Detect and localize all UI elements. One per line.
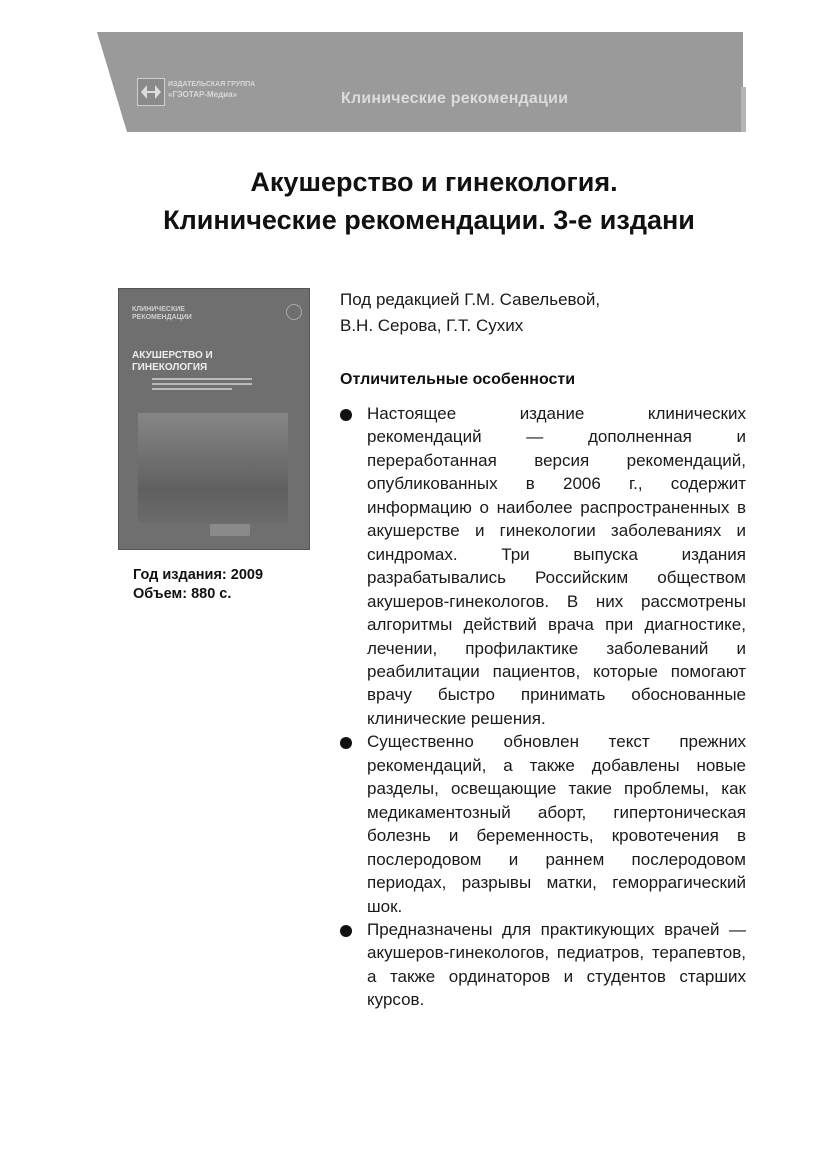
publication-meta [133, 566, 263, 604]
feature-text: Существенно обновлен текст прежних рекомендаций, а также добавлены новые разделы, освещающие такие проблемы, как медикаментозный аборт, гипертоническая болезнь и беременность, кровотечения в послеродовом и раннем послеродовом периодах, разрывы матки, геморрагический шок. [367, 732, 746, 916]
series-title: Клинические рекомендации [341, 90, 569, 107]
editors [340, 287, 600, 339]
bullet-icon [340, 737, 352, 749]
cover-publisher-logo-icon [210, 524, 250, 536]
cover-series: КЛИНИЧЕСКИЕ РЕКОМЕНДАЦИИ [132, 306, 192, 321]
feature-text: Предназначены для практикующих врачей — акушеров-гинекологов, педиатров, терапевтов, а также ординаторов и студентов старших курсов. [367, 919, 746, 1010]
features-list [338, 402, 746, 1012]
bullet-icon [340, 409, 352, 421]
cover-artwork [138, 413, 288, 523]
book-title [0, 163, 838, 239]
feature-item [338, 402, 746, 730]
publisher-logo-icon [137, 78, 165, 106]
feature-item [338, 918, 746, 1012]
header-band [97, 32, 743, 132]
publication-year: Год издания: 2009 [133, 567, 264, 583]
feature-item [338, 730, 746, 918]
page-count: Объем: 880 с. [133, 586, 232, 602]
bullet-icon [340, 925, 352, 937]
cover-emblem-icon [286, 304, 302, 320]
publisher-line2: «ГЭОТАР-Медиа» [168, 90, 238, 99]
book-cover-image [118, 288, 310, 550]
feature-text: Настоящее издание клинических рекомендаций — дополненная и переработанная версия рекомендаций, опубликованных в 2006 г., содержит информацию о наиболее распространенных в акушерстве и гинекологии заболеваниях и синдромах. Три выпуска издания разрабатывались Российским обществом акушеров-гинекологов. В них рассмотрены алгоритмы действий врача при диагностике, лечении, профилактике заболеваний и реабилитации пациентов, которые помогают врачу быстро принимать обоснованные клинические решения. [367, 404, 746, 728]
features-heading: Отличительные особенности [340, 371, 576, 388]
cover-title: АКУШЕРСТВО И ГИНЕКОЛОГИЯ [132, 350, 213, 373]
editors-line1: Под редакцией Г.М. Савельевой, [340, 290, 601, 309]
title-line2: Клинические рекомендации. 3-е издани [163, 205, 695, 235]
publisher-name [168, 80, 255, 100]
publisher-line1: ИЗДАТЕЛЬСКАЯ ГРУППА [168, 81, 256, 88]
editors-line2: В.Н. Серова, Г.Т. Сухих [340, 316, 524, 335]
cover-subtitle-lines [152, 378, 252, 390]
title-line1: Акушерство и гинекология. [250, 167, 618, 197]
